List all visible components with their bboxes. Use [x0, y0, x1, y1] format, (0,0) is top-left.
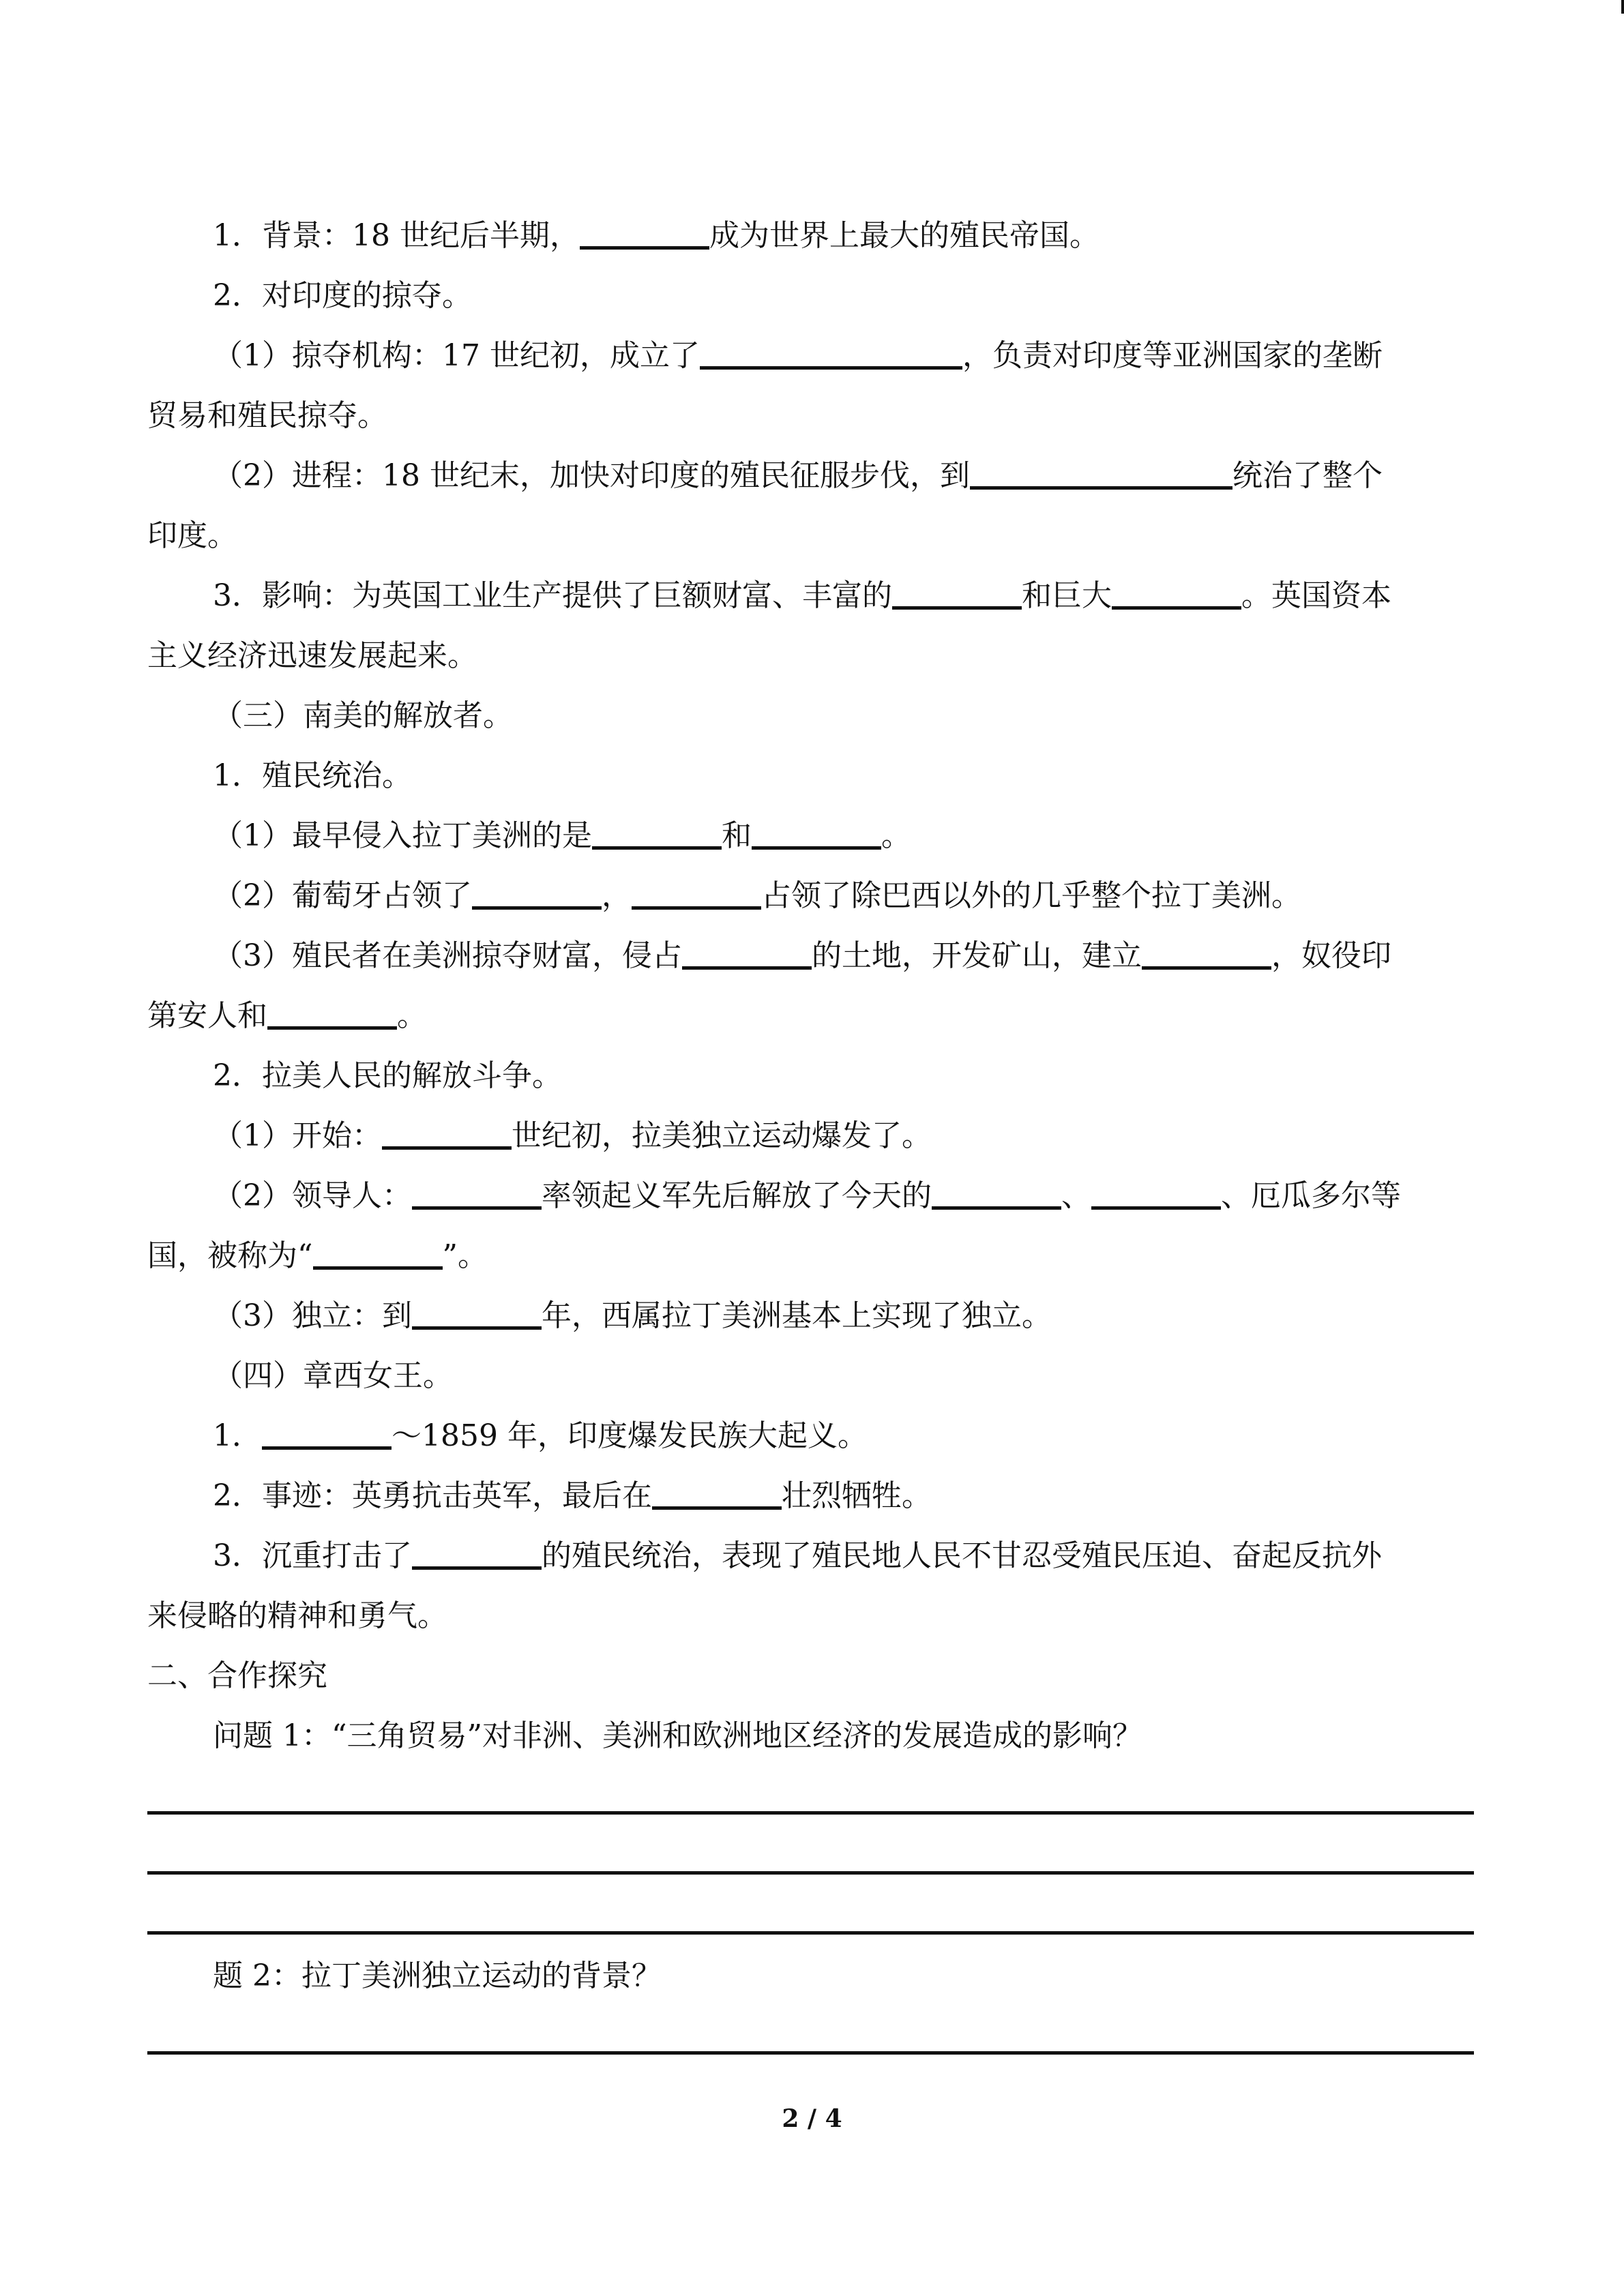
line-independence: （3）独立：到 年，西属拉丁美洲基本上实现了独立。 — [213, 1298, 1052, 1333]
line-impact: 3．影响：为英国工业生产提供了巨额财富、丰富的 和巨大 。英国资本 — [213, 578, 1391, 613]
line-title-called: 国，被称为“ ”。 — [147, 1238, 488, 1273]
answer-line[interactable] — [147, 1931, 1474, 1935]
blank-field[interactable] — [313, 1239, 443, 1270]
section-heading-rani: （四）章西女王。 — [213, 1358, 453, 1393]
question-2: 题 2：拉丁美洲独立运动的背景？ — [213, 1958, 662, 1993]
page-number: 2 / 4 — [782, 2104, 842, 2133]
blank-field[interactable] — [472, 879, 602, 910]
line-colonial-rule: 1．殖民统治。 — [213, 758, 412, 793]
blank-field[interactable] — [932, 1179, 1061, 1210]
section-heading-cooperation: 二、合作探究 — [147, 1658, 327, 1693]
blank-field[interactable] — [262, 1419, 392, 1450]
line-trade: 贸易和殖民掠夺。 — [147, 398, 387, 433]
line-plunder-agency: （1）掠夺机构：17 世纪初，成立了 ，负责对印度等亚洲国家的垄断 — [213, 338, 1383, 373]
blank-field[interactable] — [682, 939, 812, 970]
answer-line[interactable] — [147, 1871, 1474, 1875]
line-significance: 3．沉重打击了 的殖民统治，表现了殖民地人民不甘忍受殖民压迫、奋起反抗外 — [213, 1538, 1382, 1573]
answer-line[interactable] — [147, 1811, 1474, 1815]
blank-field[interactable] — [892, 579, 1022, 610]
line-background: 1．背景：18 世纪后半期， 成为世界上最大的殖民帝国。 — [213, 218, 1099, 253]
blank-field[interactable] — [752, 819, 881, 850]
line-earliest-invaders: （1）最早侵入拉丁美洲的是 和 。 — [213, 818, 911, 853]
blank-field[interactable] — [412, 1299, 542, 1330]
blank-field[interactable] — [652, 1479, 782, 1510]
blank-field[interactable] — [1112, 579, 1241, 610]
line-india: 印度。 — [147, 518, 237, 553]
line-start: （1）开始： 世纪初，拉美独立运动爆发了。 — [213, 1118, 932, 1153]
line-indigenous: 第安人和 。 — [147, 998, 427, 1033]
line-courage: 来侵略的精神和勇气。 — [147, 1598, 447, 1633]
blank-field[interactable] — [1142, 939, 1271, 970]
line-capitalism: 主义经济迅速发展起来。 — [147, 638, 477, 673]
blank-field[interactable] — [592, 819, 722, 850]
blank-field[interactable] — [970, 459, 1232, 490]
question-1: 问题 1：“三角贸易”对非洲、美洲和欧洲地区经济的发展造成的影响？ — [213, 1718, 1142, 1753]
page-corner-mark — [1621, 0, 1624, 14]
line-plunder-india: 2．对印度的掠夺。 — [213, 278, 472, 313]
line-portugal: （2）葡萄牙占领了 ， 占领了除巴西以外的几乎整个拉丁美洲。 — [213, 878, 1301, 913]
line-leader: （2）领导人： 率领起义军先后解放了今天的 、 、厄瓜多尔等 — [213, 1178, 1401, 1213]
blank-field[interactable] — [700, 339, 962, 370]
blank-field[interactable] — [412, 1539, 542, 1570]
blank-field[interactable] — [412, 1179, 542, 1210]
section-heading-south-america: （三）南美的解放者。 — [213, 698, 513, 733]
blank-field[interactable] — [1091, 1179, 1221, 1210]
blank-field[interactable] — [382, 1119, 512, 1150]
blank-field[interactable] — [267, 999, 397, 1030]
blank-field[interactable] — [580, 219, 709, 250]
line-deeds: 2．事迹：英勇抗击英军，最后在 壮烈牺牲。 — [213, 1478, 932, 1513]
line-process: （2）进程：18 世纪末，加快对印度的殖民征服步伐，到 统治了整个 — [213, 458, 1383, 493]
line-liberation-struggle: 2．拉美人民的解放斗争。 — [213, 1058, 562, 1093]
line-colonizers: （3）殖民者在美洲掠夺财富，侵占 的土地，开发矿山，建立 ，奴役印 — [213, 938, 1391, 973]
answer-line[interactable] — [147, 2051, 1474, 2055]
blank-field[interactable] — [632, 879, 761, 910]
line-uprising: 1． ～1859 年，印度爆发民族大起义。 — [213, 1418, 868, 1453]
